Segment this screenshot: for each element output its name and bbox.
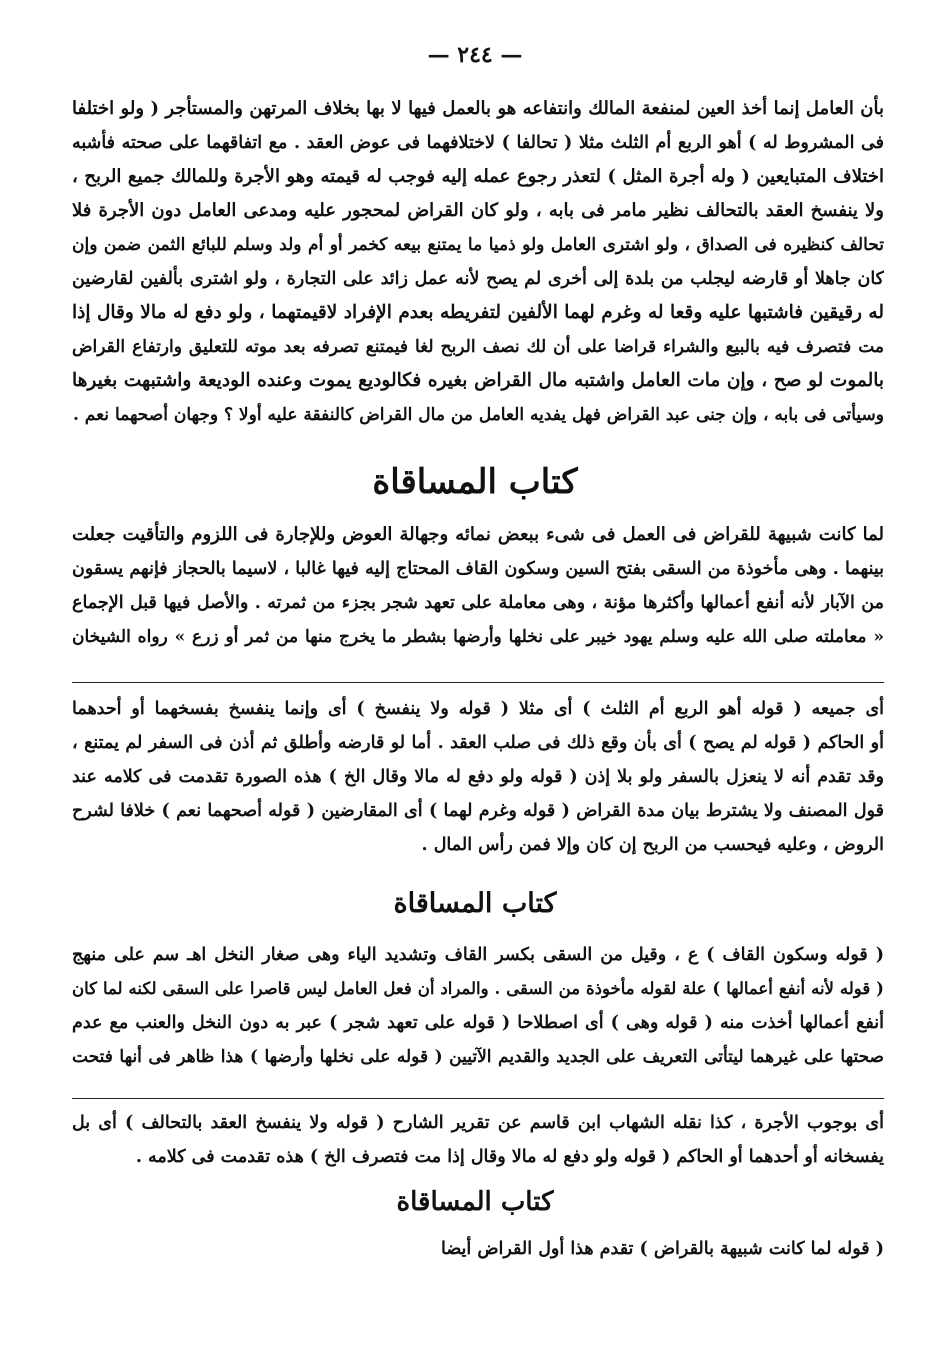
footnote-divider [72,682,884,683]
chapter-heading: كتاب المساقاة [372,462,578,502]
text-line: له رقيقين فاشتبها عليه وقعا له وغرم لهما الألفين لتفريطه بعدم الإفراد لاقيمتهما ، ولو دفع له مالا وقال إذا [72,302,884,323]
main-text-block [72,92,884,432]
text-line: بالموت لو صح ، وإن مات العامل واشتبه مال القراض بغيره فكالوديع يموت وعنده الوديعة واشتبهت بغيرها [72,370,884,391]
text-line: مت فتصرف فيه بالبيع والشراء قراضا على أن لك نصف الربح لغا فيمتنع تصرفه بعد موته للتعليق وارتفاع القراض [72,337,884,357]
footnote-musaqa-block-1 [72,938,884,1074]
text-line: « معاملته صلى الله عليه وسلم يهود خيبر على نخلها وأرضها بشطر ما يخرج منها من ثمر أو زرع » رواه الشيخان [72,627,884,647]
musaqa-text-block [72,518,884,654]
footnote-line: ( قوله لأنه أنفع أعمالها ) علة لقوله مأخوذة من السقى . والمراد أن فعل العامل ليس قاصرا على السقى لكنه لما كان [72,979,884,998]
footnote-line: أو الحاكم ( قوله لم يصح ) أى بأن وقع ذلك فى صلب العقد . أما لو قارضه وأطلق ثم أذن فى السفر لم يمتنع ، [72,733,884,753]
text-line: من الآبار لأنه أنفع أعمالها وأكثرها مؤنة ، وهى معاملة على تعهد شجر بجزء من ثمرته . والأصل فيها قبل الإجماع [72,593,884,613]
footnote-divider [72,1098,884,1099]
footnote-line: ( قوله لما كانت شبيهة بالقراض ) تقدم هذا أول القراض أيضا [441,1239,884,1259]
footnote-line: صحتها على غيرهما ليتأتى التعريف على الجديد والقديم الآتيين ( قوله على نخلها وأرضها ) هذا ظاهر فى أنها فتحت [72,1047,884,1067]
page-number: — ٢٤٤ — [427,42,523,68]
text-line: تحالف كنظيره فى الصداق ، ولو اشترى العامل ولو ذميا ما يمتنع بيعه كخمر أو أم ولد وسلم للبائع الثمن ضمن وإن [72,235,884,255]
text-line: لما كانت شبيهة للقراض فى العمل فى شىء ببعض نمائه وجهالة العوض وللإجارة فى اللزوم والتأقيت جعلت [72,524,884,545]
text-line: فى المشروط له ) أهو الربع أم الثلث مثلا ( تحالفا ) لاختلافهما فى عوض العقد . مع اتفاقهما على صحته فأشبه [72,133,884,153]
footnote-block-2 [72,1106,884,1174]
text-line: كان جاهلا أو قارضه ليجلب من بلدة إلى أخرى لم يصح لأنه عمل زائد على التجارة ، ولو اشترى بألفين لقارضين [72,269,884,289]
footnote-line: الروض ، وعليه فيحسب من الربح إن كان وإلا فمن رأس المال . [421,835,884,855]
text-line: بأن العامل إنما أخذ العين لمنفعة المالك وانتفاعه هو بالعمل فيها لا بها بخلاف المرتهن والمستأجر ( ولو اختلفا [72,98,884,119]
footnote-line: وقد تقدم أنه لا ينعزل بالسفر ولو بلا إذن ( قوله ولو دفع له مالا وقال الخ ) هذه الصورة تقدمت فى كلامه عند [72,767,884,787]
text-line: ولا ينفسخ العقد بالتحالف نظير مامر فى بابه ، ولو كان القراض لمحجور عليه ومدعى العامل دون الأجرة فلا [72,200,884,221]
footnote-line: أى بوجوب الأجرة ، كذا نقله الشهاب ابن قاسم عن تقرير الشارح ( قوله ولا ينفسخ العقد بالتحالف ) أى بل [72,1113,884,1133]
text-line: وسيأتى فى بابه ، وإن جنى عبد القراض فهل يفديه العامل من مال القراض كالنفقة عليه أولا ؟ وجهان أصحهما نعم . [72,405,884,425]
footnote-musaqa-block-2 [72,1232,884,1266]
text-line: اختلاف المتبايعين ( وله أجرة المثل ) لتعذر رجوع عمله إليه فوجب له قيمته وهو الأجرة وللمالك جميع الربح ، [72,166,884,187]
text-line: بينهما . وهى مأخوذة من السقى بفتح السين وسكون القاف المحتاج إليه فيها غالبا ، لاسيما بالحجاز فإنهم يسقون [72,559,884,579]
footnote-line: يفسخانه أو أحدهما أو الحاكم ( قوله ولو دفع له مالا وقال إذا مت فتصرف الخ ) هذه تقدمت فى كلامه . [135,1147,884,1167]
footnote-line: أى جميعه ( قوله أهو الربع أم الثلث ) أى مثلا ( قوله ولا ينفسخ ) أى وإنما ينفسخ بفسخهما أو أحدهما [72,699,884,719]
footnote-heading: كتاب المساقاة [396,1187,554,1217]
footnote-heading: كتاب المساقاة [393,888,557,919]
footnote-line: أنفع أعمالها أخذت منه ( قوله وهى ) أى اصطلاحا ( قوله على تعهد شجر ) عبر به دون النخل والعنب مع عدم [72,1013,884,1033]
footnote-line: ( قوله وسكون القاف ) ع ، وقيل من السقى بكسر القاف وتشديد الياء وهى صغار النخل اهـ سم على منهج [72,945,884,965]
footnote-block-1 [72,692,884,862]
footnote-line: قول المصنف ولا يشترط بيان مدة القراض ( قوله وغرم لهما ) أى المقارضين ( قوله أصحهما نعم ) خلافا لشرح [72,801,884,821]
